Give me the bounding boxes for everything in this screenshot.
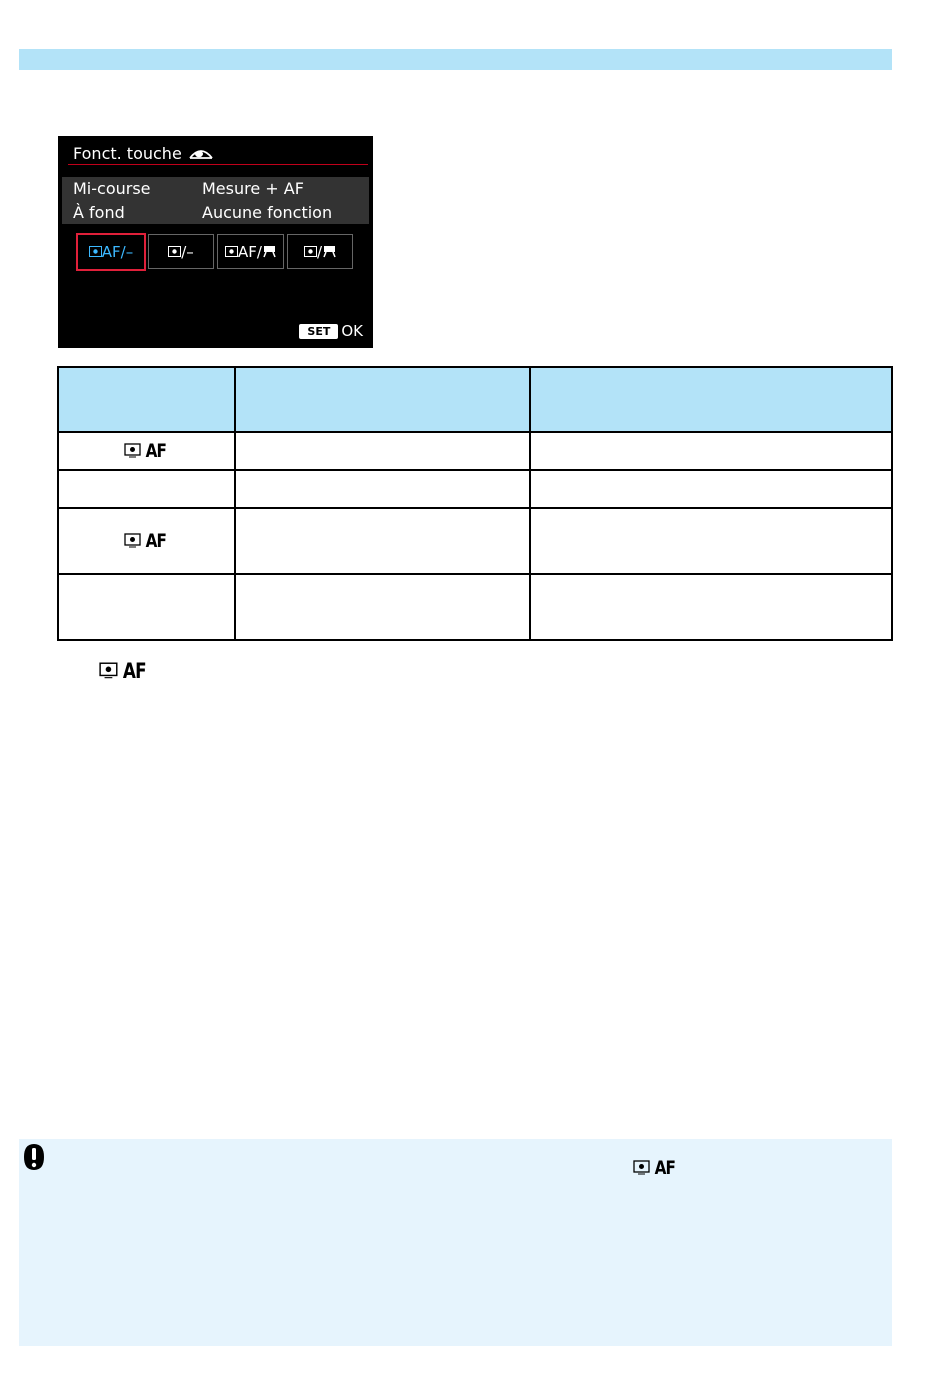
option-metering-af-movie[interactable]: AF/	[217, 234, 284, 269]
eye-button-icon	[188, 146, 214, 162]
screen-row-half-press: Mi-course Mesure + AF	[73, 179, 304, 198]
table-row	[58, 574, 892, 640]
caution-icon	[20, 1142, 48, 1172]
table-cell	[235, 508, 530, 574]
table-cell	[530, 470, 892, 508]
set-ok-hint: SET OK	[299, 322, 363, 340]
table-cell	[235, 574, 530, 640]
table-header-cell	[235, 367, 530, 432]
option-metering-none[interactable]: /–	[148, 234, 214, 269]
screen-row-full-press: À fond Aucune fonction	[73, 203, 333, 222]
screen-title: Fonct. touche	[73, 144, 214, 163]
table-cell	[58, 574, 235, 640]
camera-screen	[58, 136, 373, 348]
table-cell	[530, 508, 892, 574]
caution-note	[19, 1139, 892, 1346]
metering-af-icon: AF	[124, 530, 169, 552]
option-metering-af-none[interactable]: AF/–	[76, 233, 146, 271]
table-cell	[58, 470, 235, 508]
table-header-cell	[58, 367, 235, 432]
metering-icon	[168, 246, 181, 258]
metering-icon	[225, 246, 238, 258]
table-row	[58, 432, 892, 470]
table-cell	[58, 432, 235, 470]
screen-title-divider	[68, 164, 368, 165]
metering-icon	[304, 246, 317, 258]
table-row	[58, 470, 892, 508]
table-cell	[530, 574, 892, 640]
table-cell	[235, 470, 530, 508]
table-row	[58, 508, 892, 574]
metering-af-icon: AF	[124, 440, 169, 462]
section-header-band	[19, 49, 892, 70]
function-table	[57, 366, 893, 641]
metering-af-icon: AF	[633, 1157, 678, 1179]
option-metering-movie[interactable]: /	[287, 234, 353, 269]
movie-icon	[262, 245, 276, 258]
metering-af-icon: AF	[99, 659, 149, 683]
table-cell	[530, 432, 892, 470]
table-cell	[58, 508, 235, 574]
metering-icon	[89, 246, 102, 258]
table-header-cell	[530, 367, 892, 432]
movie-icon	[322, 245, 336, 258]
table-header-row	[58, 367, 892, 432]
table-cell	[235, 432, 530, 470]
